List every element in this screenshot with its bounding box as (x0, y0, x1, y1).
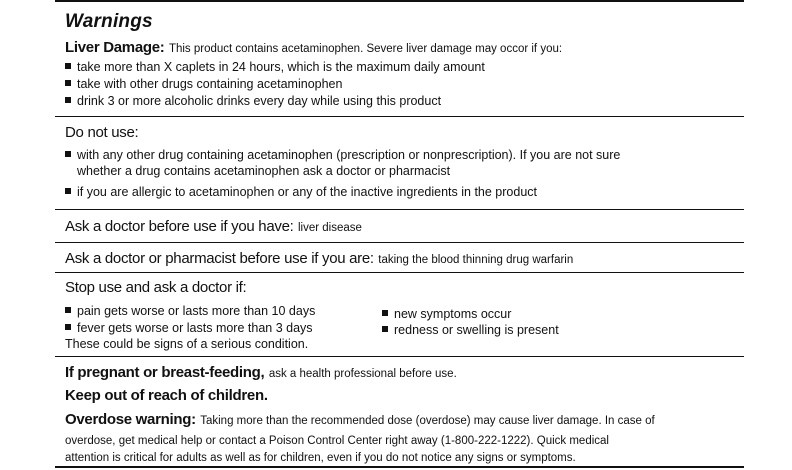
divider (55, 116, 744, 117)
overdose-line-1 (65, 411, 655, 429)
overdose-line-3 (65, 448, 576, 466)
liver-item-3 (65, 94, 441, 108)
do-not-use-item-1-text: with any other drug containing acetaminophen (prescription or nonprescription). If you are not sure (77, 148, 621, 162)
do-not-use-item-1-text-2: whether a drug contains acetaminophen ask a doctor or pharmacist (77, 164, 451, 178)
ask-doctor-label: Ask a doctor before use if you have: (65, 218, 294, 235)
stop-use-right-item-2-text: redness or swelling is present (394, 323, 559, 337)
overdose-text-3: attention is critical for adults as well as for children, even if you do not notice any signs or symptoms. (65, 452, 576, 464)
liver-item-1-text: take more than X caplets in 24 hours, which is the maximum daily amount (77, 60, 485, 74)
overdose-label: Overdose warning: (65, 411, 196, 428)
divider (55, 242, 744, 243)
pregnant-text: ask a health professional before use. (268, 368, 457, 380)
stop-use-note (65, 337, 308, 351)
keep-out-label: Keep out of reach of children. (65, 387, 268, 404)
liver-item-3-text: drink 3 or more alcoholic drinks every day while using this product (77, 94, 442, 108)
ask-pharmacist-label: Ask a doctor or pharmacist before use if you are: (65, 250, 374, 267)
stop-use-left-item-1-text: pain gets worse or lasts more than 10 days (77, 304, 316, 318)
do-not-use-item-2 (65, 185, 537, 199)
pregnant-line (65, 364, 457, 382)
bullet-icon (382, 310, 388, 316)
overdose-line-2 (65, 431, 609, 449)
stop-use-line (65, 279, 246, 297)
stop-use-left-item-1 (65, 304, 315, 318)
liver-damage-text: This product contains acetaminophen. Severe liver damage may occor if you: (168, 43, 563, 55)
stop-use-right-item-2 (382, 323, 559, 337)
bullet-icon (382, 326, 388, 332)
do-not-use-line (65, 124, 138, 142)
ask-doctor-line (65, 218, 362, 236)
liver-item-1 (65, 60, 485, 74)
liver-damage-label: Liver Damage: (65, 39, 165, 56)
bullet-icon (65, 324, 71, 330)
ask-pharmacist-text: taking the blood thinning drug warfarin (378, 254, 574, 266)
divider (55, 272, 744, 273)
bullet-icon (65, 63, 71, 69)
do-not-use-item-1 (65, 148, 620, 162)
warnings-title: Warnings (65, 11, 153, 32)
bullet-icon (65, 307, 71, 313)
ask-pharmacist-line (65, 250, 573, 268)
keep-out-line (65, 387, 268, 405)
stop-use-right-item-1 (382, 307, 511, 321)
pregnant-label: If pregnant or breast-feeding, (65, 364, 265, 381)
divider (55, 356, 744, 357)
stop-use-left-item-2-text: fever gets worse or lasts more than 3 days (77, 321, 313, 335)
bullet-icon (65, 188, 71, 194)
do-not-use-label: Do not use: (65, 124, 139, 141)
warnings-panel (55, 0, 744, 468)
overdose-text-1: Taking more than the recommended dose (overdose) may cause liver damage. In case of (200, 415, 655, 427)
stop-use-note-text: These could be signs of a serious condition. (65, 337, 309, 351)
divider (55, 209, 744, 210)
stop-use-left-item-2 (65, 321, 313, 335)
stop-use-right-item-1-text: new symptoms occur (394, 307, 512, 321)
ask-doctor-text: liver disease (297, 222, 362, 234)
bullet-icon (65, 151, 71, 157)
liver-damage-line (65, 39, 562, 57)
liver-item-2-text: take with other drugs containing acetaminophen (77, 77, 343, 91)
do-not-use-item-1-cont (77, 164, 450, 178)
bullet-icon (65, 97, 71, 103)
liver-item-2 (65, 77, 342, 91)
overdose-text-2: overdose, get medical help or contact a Poison Control Center right away (1-800-222-1222). Quick medical (65, 435, 609, 447)
stop-use-label: Stop use and ask a doctor if: (65, 279, 247, 296)
do-not-use-item-2-text: if you are allergic to acetaminophen or any of the inactive ingredients in the product (77, 185, 537, 199)
bullet-icon (65, 80, 71, 86)
